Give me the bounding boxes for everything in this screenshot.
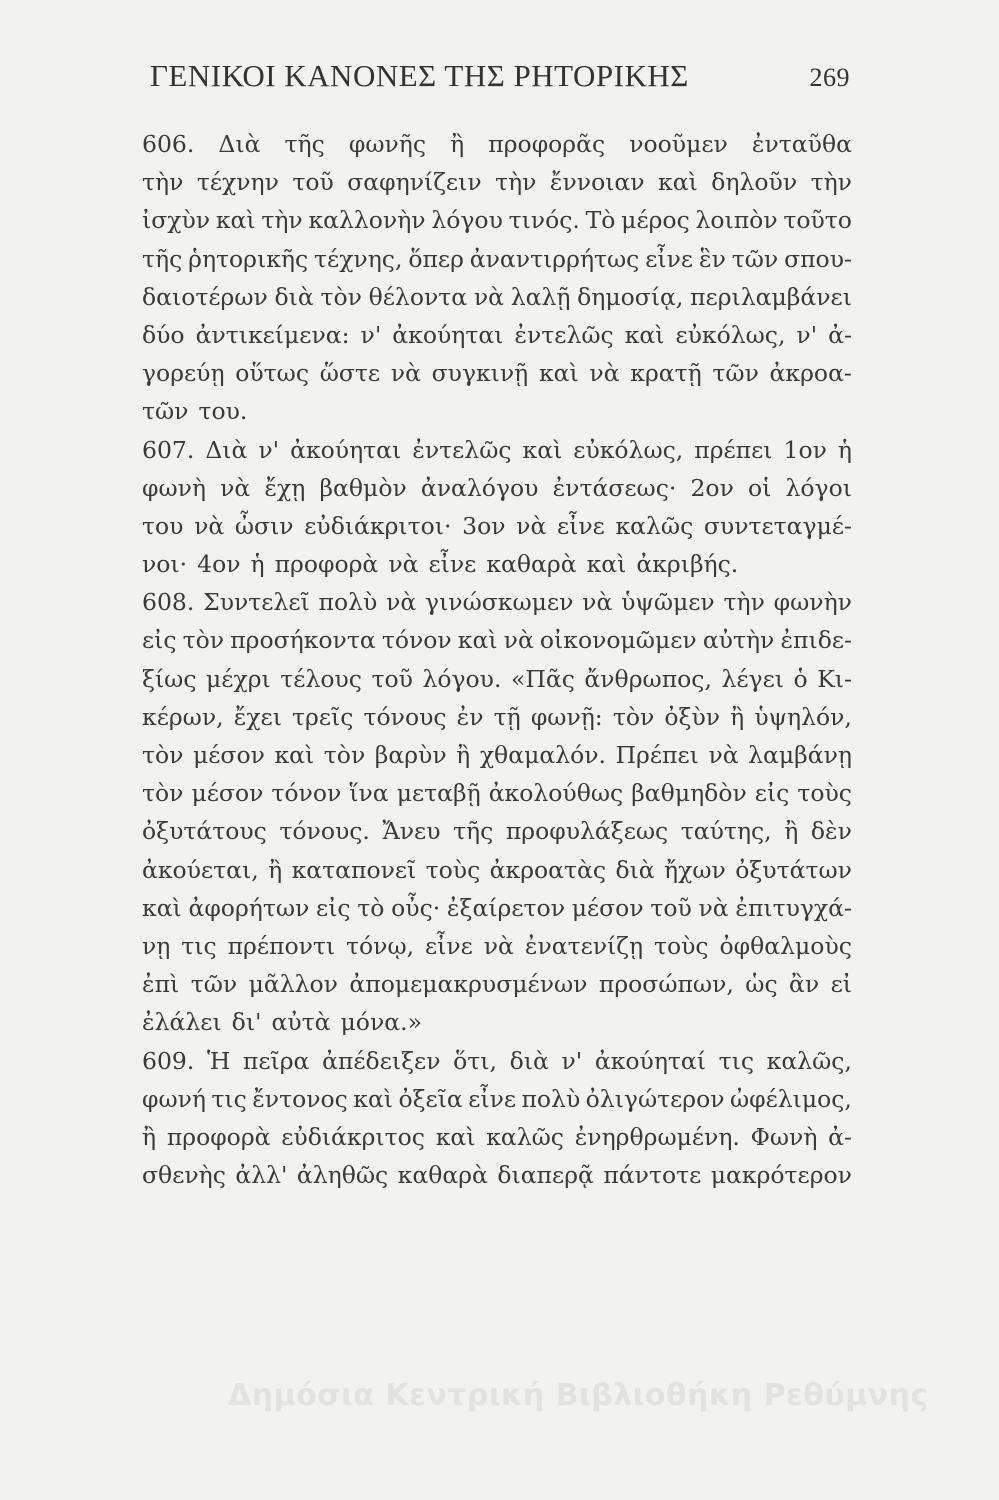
text-line: ἐλάλει δι' αὐτὰ μόνα.» bbox=[142, 1008, 422, 1037]
text-line: 606. Διὰ τῆς φωνῆς ἢ προφορᾶς νοοῦμεν ἐνταῦθα bbox=[142, 130, 852, 158]
page-number: 269 bbox=[809, 63, 850, 92]
running-head bbox=[150, 58, 850, 94]
text-line: ἀκούεται, ἢ καταπονεῖ τοὺς ἀκροατὰς διὰ ἤχων ὀξυτάτων bbox=[142, 855, 852, 884]
library-watermark: Δημόσια Κεντρική Βιβλιοθήκη Ρεθύμνης bbox=[228, 1378, 929, 1413]
text-line: ἢ προφορὰ εὐδιάκριτος καὶ καλῶς ἐνηρθρωμένη. Φωνὴ ἀ- bbox=[142, 1122, 852, 1151]
text-line: τῆς ῥητορικῆς τέχνης, ὅπερ ἀναντιρρήτως εἶνε ἓν τῶν σπου- bbox=[142, 244, 852, 273]
text-line: νοι· 4ον ἡ προφορὰ νὰ εἶνε καθαρὰ καὶ ἀκριβής. bbox=[142, 550, 739, 579]
text-line: 608. Συντελεῖ πολὺ νὰ γινώσκωμεν νὰ ὑψῶμεν τὴν φωνὴν bbox=[142, 588, 852, 617]
text-line: γορεύῃ οὕτως ὥστε νὰ συγκινῇ καὶ νὰ κρατῇ τῶν ἀκροα- bbox=[142, 359, 852, 388]
text-line: ἐπὶ τῶν μᾶλλον ἀπομεμακρυσμένων προσώπων, ὡς ἂν εἰ bbox=[142, 970, 852, 999]
text-line: 609. Ἡ πεῖρα ἀπέδειξεν ὅτι, διὰ ν' ἀκούηταί τις καλῶς, bbox=[142, 1046, 852, 1075]
text-line: δαιοτέρων διὰ τὸν θέλοντα νὰ λαλῇ δημοσίᾳ, περιλαμβάνει bbox=[142, 282, 852, 311]
text-line: εἰς τὸν προσήκοντα τόνον καὶ νὰ οἰκονομῶμεν αὐτὴν ἐπιδε- bbox=[142, 626, 852, 655]
text-line: τὴν τέχνην τοῦ σαφηνίζειν τὴν ἔννοιαν καὶ δηλοῦν τὴν bbox=[142, 168, 852, 197]
text-line: τῶν του. bbox=[142, 397, 248, 426]
text-line: κέρων, ἔχει τρεῖς τόνους ἐν τῇ φωνῇ: τὸν ὀξὺν ἢ ὑψηλόν, bbox=[142, 702, 852, 731]
text-line: σθενὴς ἀλλ' ἀληθῶς καθαρὰ διαπερᾷ πάντοτε μακρότερον bbox=[142, 1161, 852, 1190]
body-text bbox=[142, 125, 852, 1194]
text-line: 607. Διὰ ν' ἀκούηται ἐντελῶς καὶ εὐκόλως, πρέπει 1ον ἡ bbox=[142, 435, 852, 464]
text-line: νῃ τις πρέποντι τόνῳ, εἶνε νὰ ἐνατενίζῃ τοὺς ὀφθαλμοὺς bbox=[142, 931, 852, 960]
text-line: του νὰ ὦσιν εὐδιάκριτοι· 3ον νὰ εἶνε καλῶς συντεταγμέ- bbox=[142, 511, 852, 540]
text-line: φωνὴ νὰ ἔχῃ βαθμὸν ἀναλόγου ἐντάσεως· 2ον οἱ λόγοι bbox=[142, 473, 852, 502]
text-line: ξίως μέχρι τέλους τοῦ λόγου. «Πᾶς ἄνθρωπος, λέγει ὁ Κι- bbox=[142, 664, 852, 693]
text-line: δύο ἀντικείμενα: ν' ἀκούηται ἐντελῶς καὶ εὐκόλως, ν' ἀ- bbox=[142, 320, 852, 349]
running-head-title: ΓΕΝΙΚΟΙ ΚΑΝΟΝΕΣ ΤΗΣ ΡΗΤΟΡΙΚΗΣ bbox=[150, 58, 689, 93]
text-line: ἰσχὺν καὶ τὴν καλλονὴν λόγου τινός. Τὸ μέρος λοιπὸν τοῦτο bbox=[142, 206, 852, 235]
text-line: καὶ ἀφορήτων εἰς τὸ οὖς· ἐξαίρετον μέσον τοῦ νὰ ἐπιτυγχά- bbox=[142, 893, 852, 922]
text-line: τὸν μέσον καὶ τὸν βαρὺν ἢ χθαμαλόν. Πρέπει νὰ λαμβάνῃ bbox=[142, 741, 852, 769]
text-line: τὸν μέσον τόνον ἵνα μεταβῇ ἀκολούθως βαθμηδὸν εἰς τοὺς bbox=[142, 779, 852, 808]
text-line: φωνή τις ἔντονος καὶ ὀξεῖα εἶνε πολὺ ὀλιγώτερον ὠφέλιμος, bbox=[142, 1084, 852, 1113]
text-line: ὀξυτάτους τόνους. Ἄνευ τῆς προφυλάξεως ταύτης, ἢ δὲν bbox=[142, 817, 852, 846]
